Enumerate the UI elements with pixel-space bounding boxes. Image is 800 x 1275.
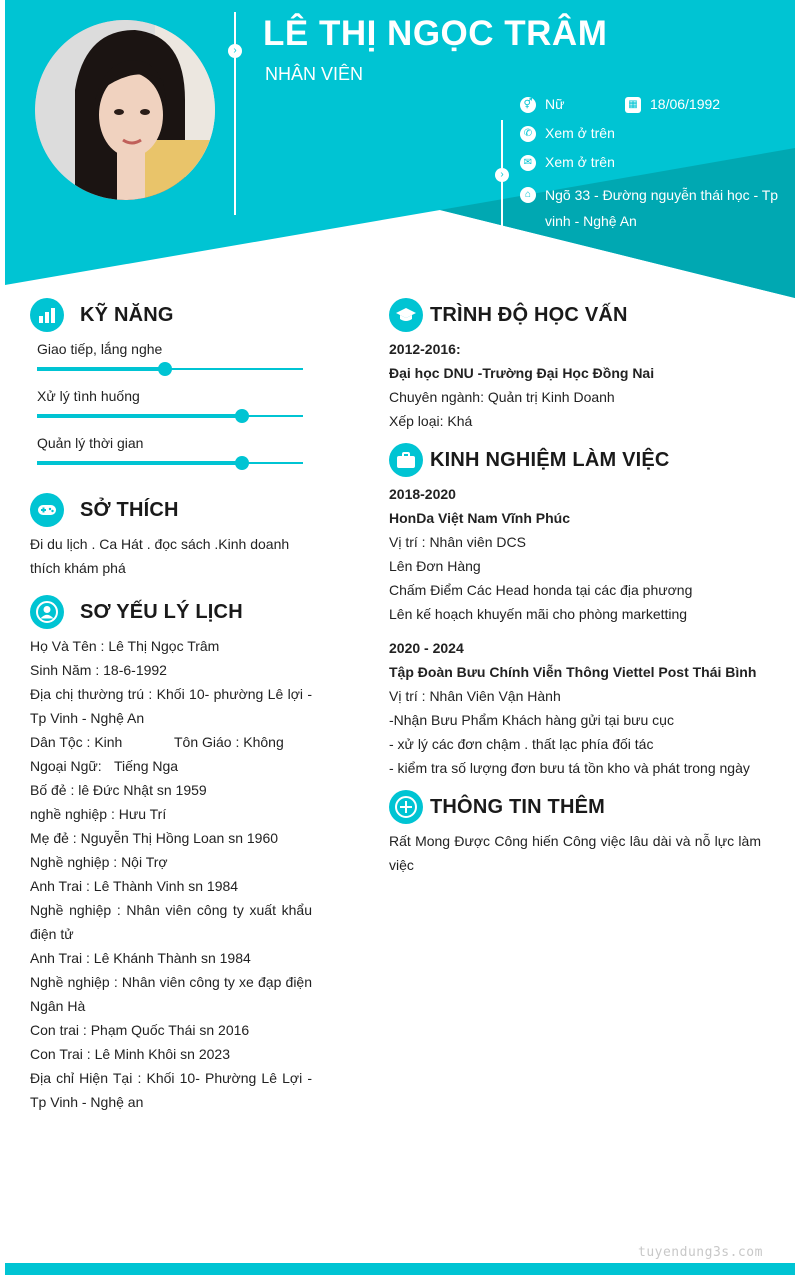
phone-row	[520, 125, 615, 142]
bio-section-title	[30, 595, 243, 629]
watermark: tuyendung3s.com	[638, 1245, 763, 1260]
bio-line: Ngoại Ngữ:	[30, 758, 102, 774]
skill-bar-knob	[158, 362, 172, 376]
email-icon: ✉	[520, 155, 536, 171]
job-line: Lên Đơn Hàng	[389, 558, 481, 574]
job-company: Tập Đoàn Bưu Chính Viễn Thông Viettel Post Thái Bình	[389, 664, 757, 680]
bio-line: Địa chỉ Hiện Tại : Khối 10- Phường Lê Lợi - Tp Vinh - Nghệ an	[30, 1070, 312, 1110]
skill-label: Quản lý thời gian	[37, 435, 144, 451]
job-line: - kiểm tra số lượng đơn bưu tá tồn kho và phát trong ngày	[389, 760, 750, 776]
candidate-name: LÊ THỊ NGỌC TRÂM	[263, 14, 608, 53]
address-row	[520, 182, 780, 234]
job-line: - xử lý các đơn chậm . thất lạc phía đối tác	[389, 736, 654, 752]
bio-line: Con trai : Phạm Quốc Thái sn 2016	[30, 1022, 250, 1038]
bio-line: Bố đẻ : lê Đức Nhật sn 1959	[30, 782, 207, 798]
bio-line: Anh Trai : Lê Thành Vinh sn 1984	[30, 878, 239, 894]
skill-bar-knob	[235, 456, 249, 470]
avatar	[35, 20, 215, 200]
education-section-title	[389, 298, 628, 332]
user-icon	[30, 595, 64, 629]
education-rank: Xếp loại: Khá	[389, 413, 473, 429]
job-period: 2018-2020	[389, 486, 456, 502]
education-major: Chuyên ngành: Quản trị Kinh Doanh	[389, 389, 615, 405]
plus-icon	[389, 790, 423, 824]
skills-heading: KỸ NĂNG	[80, 303, 174, 326]
skill-bar	[37, 368, 303, 370]
bio-line: nghề nghiệp : Hưu Trí	[30, 806, 167, 822]
job-line: Lên kế hoạch khuyến mãi cho phòng marketting	[389, 606, 688, 622]
bio-line: Mẹ đẻ : Nguyễn Thị Hồng Loan sn 1960	[30, 830, 279, 846]
education-heading: TRÌNH ĐỘ HỌC VẤN	[430, 303, 628, 326]
extra-section-title	[389, 790, 605, 824]
bio-heading: SƠ YẾU LÝ LỊCH	[80, 600, 243, 623]
job-line: -Nhận Bưu Phẩm Khách hàng gửi tại bưu cục	[389, 712, 674, 728]
birthday-row	[625, 96, 720, 113]
bio-line: Nghề nghiệp : Nhân viên công ty xuất khẩu điện tử	[30, 902, 312, 942]
phone-value: Xem ở trên	[545, 125, 615, 141]
gender-icon: ⚥	[520, 97, 536, 113]
extra-heading: THÔNG TIN THÊM	[430, 795, 606, 818]
phone-icon: ✆	[520, 126, 536, 142]
education-school: Đại học DNU -Trường Đại Học Đồng Nai	[389, 365, 655, 381]
bio-line: Con Trai : Lê Minh Khôi sn 2023	[30, 1046, 231, 1062]
bio-line: Tiếng Nga	[114, 758, 179, 774]
address-value: Ngõ 33 - Đường nguyễn thái học - Tp vinh - Nghệ An	[545, 187, 779, 229]
job-company: HonDa Việt Nam Vĩnh Phúc	[389, 510, 570, 526]
skill-label: Xử lý tình huống	[37, 388, 140, 404]
extra-text: Rất Mong Được Công hiến Công việc lâu dài và nỗ lực làm việc	[389, 833, 761, 873]
skill-bar-fill	[37, 367, 165, 371]
skill-bar-fill	[37, 461, 242, 465]
bio-line: Địa chị thường trú : Khối 10- phường Lê lợi - Tp Vinh - Nghệ An	[30, 686, 312, 726]
chevron-right-icon: ›	[228, 44, 242, 58]
job-line: Vị trí : Nhân viên DCS	[389, 534, 526, 550]
home-icon: ⌂	[520, 187, 536, 203]
briefcase-icon	[389, 443, 423, 477]
bio-line: Dân Tộc : Kinh	[30, 734, 123, 750]
job-line: Vị trí : Nhân Viên Vận Hành	[389, 688, 561, 704]
candidate-position: NHÂN VIÊN	[265, 64, 364, 84]
profile-photo	[35, 20, 215, 200]
skills-section-title	[30, 298, 174, 332]
email-row	[520, 154, 615, 171]
bar-chart-icon	[30, 298, 64, 332]
experience-heading: KINH NGHIỆM LÀM VIỆC	[430, 448, 670, 471]
bio-line: Nghề nghiệp : Nhân viên công ty xe đạp điện Ngân Hà	[30, 974, 312, 1014]
calendar-icon: ▦	[625, 97, 641, 113]
gender-value: Nữ	[545, 96, 565, 112]
header-divider-line	[234, 12, 236, 215]
experience-section-title	[389, 443, 670, 477]
bio-line: Anh Trai : Lê Khánh Thành sn 1984	[30, 950, 251, 966]
education-period: 2012-2016:	[389, 341, 461, 357]
skill-bar	[37, 462, 303, 464]
chevron-right-icon: ›	[495, 168, 509, 182]
hobbies-text: Đi du lịch . Ca Hát . đọc sách .Kinh doanh thích khám phá	[30, 536, 290, 576]
bio-line: Sinh Năm : 18-6-1992	[30, 662, 167, 678]
hobbies-heading: SỞ THÍCH	[80, 498, 179, 521]
skill-bar-knob	[235, 409, 249, 423]
skill-bar-fill	[37, 414, 242, 418]
footer-bar	[5, 1263, 795, 1275]
bio-line: Tôn Giáo : Không	[174, 734, 284, 750]
gamepad-icon	[30, 493, 64, 527]
email-value: Xem ở trên	[545, 154, 615, 170]
bio-line: Họ Và Tên : Lê Thị Ngọc Trâm	[30, 638, 220, 654]
skill-label: Giao tiếp, lắng nghe	[37, 341, 163, 357]
job-period: 2020 - 2024	[389, 640, 464, 656]
gender-row	[520, 96, 564, 113]
bio-line: Nghề nghiệp : Nội Trợ	[30, 854, 168, 870]
birthday-value: 18/06/1992	[650, 96, 721, 112]
job-line: Chấm Điểm Các Head honda tại các địa phương	[389, 582, 693, 598]
hobbies-section-title	[30, 493, 179, 527]
graduation-cap-icon	[389, 298, 423, 332]
skill-bar	[37, 415, 303, 417]
